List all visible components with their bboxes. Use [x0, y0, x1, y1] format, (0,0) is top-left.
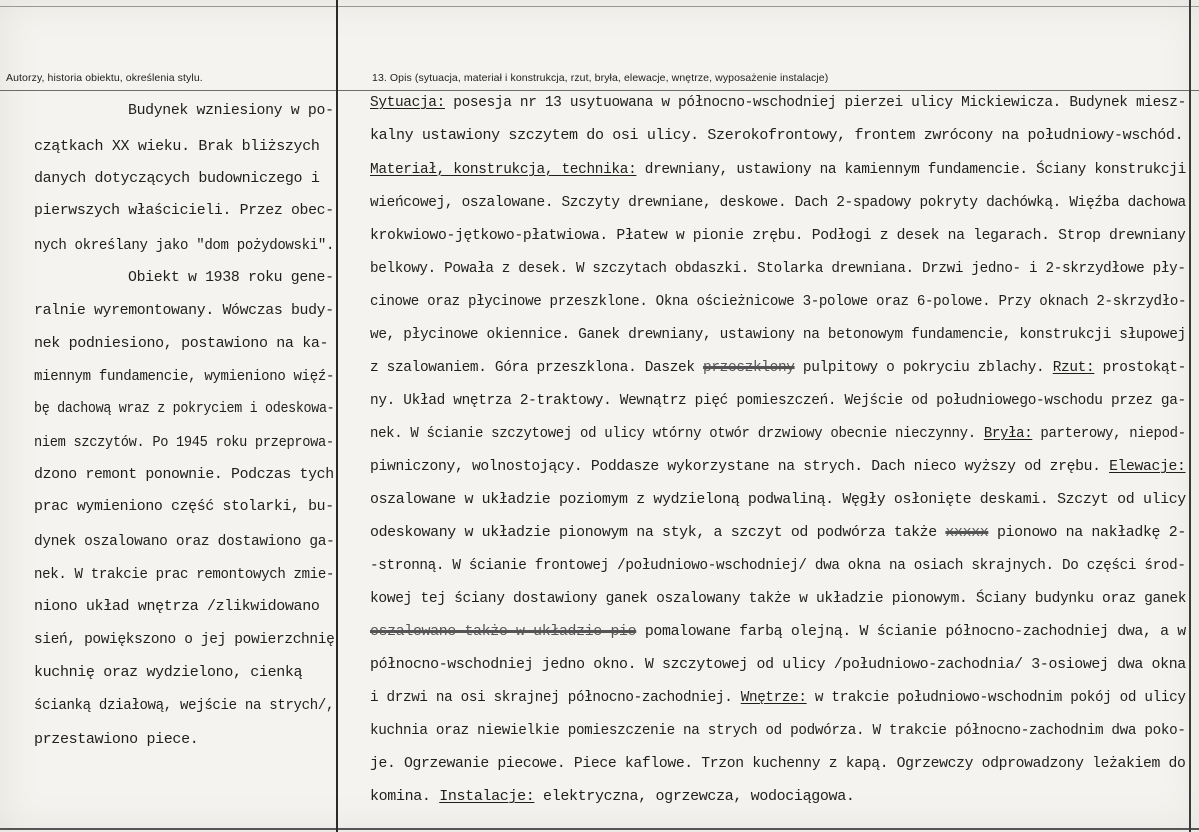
section-label-plan: Rzut: [1052, 359, 1095, 376]
desc-line-15: -stronną. W ścianie frontowej /południowo-wschodniej/ dwa okna na osiach skrajnych. Do części środ- [370, 557, 1186, 574]
struck-phrase: oszalowane także w układzie pio [370, 623, 637, 640]
desc-line-16: kowej tej ściany dostawiony ganek oszalowany także w układzie pionowym. Ściany budynku oraz ganek [370, 590, 1187, 607]
history-line: czątkach XX wieku. Brak bliższych [34, 138, 320, 155]
desc-line-18: północno-wschodniej jedno okno. W szczytowej od ulicy /południowo-zachodnia/ 3-osiowej dwa okna [370, 656, 1186, 673]
desc-line-13: oszalowane w układzie poziomym z wydzieloną podwaliną. Węgły osłonięte deskami. Szczyt od ulicy [370, 491, 1186, 508]
history-line: sień, powiększono o jej powierzchnię [34, 631, 335, 648]
desc-line-17: oszalowane także w układzie pio pomalowane farbą olejną. W ścianie północno-zachodniej dwa, a w [370, 623, 1186, 640]
history-line: Obiekt w 1938 roku gene- [128, 269, 334, 286]
desc-line-9: z szalowaniem. Góra przeszklona. Daszek przeszklony pulpitowy o pokryciu zblachy. Rzut: prostokąt- [370, 359, 1186, 376]
right-border [1189, 0, 1191, 832]
desc-line-6: belkowy. Powała z desek. W szczytach obdaszki. Stolarka drewniana. Drzwi jedno- i 2-skrzydłowe pły- [370, 260, 1186, 277]
desc-line-19: i drzwi na osi skrajnej północno-zachodniej. Wnętrze: w trakcie południowo-wschodnim pokój od ulicy [370, 689, 1186, 706]
top-rule [0, 6, 1199, 7]
history-line: kuchnię oraz wydzielono, cienką [34, 664, 303, 681]
header-rule [0, 90, 1199, 91]
section-label-installations: Instalacje: [439, 788, 535, 805]
right-column-heading: 13. Opis (sytuacja, materiał i konstrukcja, rzut, bryła, elewacje, wnętrze, wyposażenie instalacje) [372, 72, 829, 84]
desc-line-8: we, płycinowe okiennice. Ganek drewniany, ustawiony na betonowym fundamencie, konstrukcji słupowej [370, 326, 1186, 343]
desc-line-20: kuchnia oraz niewielkie pomieszczenie na strych od podwórza. W trakcie północno-zachodnim dwa poko- [370, 722, 1186, 739]
section-label-interior: Wnętrze: [740, 689, 807, 706]
section-label-material: Materiał, konstrukcja, technika: [370, 161, 637, 178]
history-line: prac wymieniono część stolarki, bu- [34, 498, 334, 515]
history-line: bę dachową wraz z pokryciem i odeskowa- [34, 400, 335, 417]
history-line: ścianką działową, wejście na strych/, [34, 697, 335, 714]
history-line: miennym fundamencie, wymieniono więź- [34, 368, 335, 385]
left-column-heading: Autorzy, historia obiektu, określenia stylu. [6, 72, 203, 84]
desc-line-10: ny. Układ wnętrza 2-traktowy. Wewnątrz pięć pomieszczeń. Wejście od południowego-wschodu przez ga- [370, 392, 1186, 409]
column-divider [336, 0, 338, 832]
history-line: niono układ wnętrza /zlikwidowano [34, 598, 320, 615]
section-label-elevations: Elewacje: [1109, 458, 1186, 475]
struck-word: xxxxx [945, 524, 989, 541]
bottom-rule [0, 828, 1199, 830]
history-line: nych określany jako "dom pożydowski". [34, 237, 335, 254]
history-line: Budynek wzniesiony w po- [128, 102, 334, 119]
desc-line-22: komina. Instalacje: elektryczna, ogrzewcza, wodociągowa. [370, 788, 855, 805]
desc-line-5: krokwiowo-jętkowo-płatwiowa. Płatew w pionie zrębu. Podłogi z desek na legarach. Strop drewniany [370, 227, 1186, 244]
desc-line-12: piwniczony, wolnostojący. Poddasze wykorzystane na strych. Dach nieco wyższy od zrębu. Elewacje: [370, 458, 1186, 475]
history-line: pierwszych właścicieli. Przez obec- [34, 202, 334, 219]
desc-line-4: wieńcowej, oszalowane. Szczyty drewniane, deskowe. Dach 2-spadowy pokryty dachówką. Więźba dachowa [370, 194, 1186, 211]
section-label-situation: Sytuacja: [370, 94, 445, 111]
desc-line-21: je. Ogrzewanie piecowe. Piece kaflowe. Trzon kuchenny z kapą. Ogrzewczy odprowadzony leżakiem do [370, 755, 1186, 772]
history-line: dzono remont ponownie. Podczas tych [34, 466, 334, 483]
history-line: nek podniesiono, postawiono na ka- [34, 335, 329, 352]
desc-line-14: odeskowany w układzie pionowym na styk, a szczyt od podwórza także xxxxx pionowo na nakładkę 2- [370, 524, 1186, 541]
desc-line-1: Sytuacja: posesja nr 13 usytuowana w północno-wschodniej pierzei ulicy Mickiewicza. Budynek miesz- [370, 94, 1186, 111]
history-line: danych dotyczących budowniczego i [34, 170, 320, 187]
section-label-massing: Bryła: [983, 425, 1033, 442]
desc-line-7: cinowe oraz płycinowe przeszklone. Okna ościeżnicowe 3-polowe oraz 6-polowe. Przy oknach 2-skrzydło- [370, 293, 1187, 310]
history-line: niem szczytów. Po 1945 roku przeprowa- [34, 434, 334, 451]
history-line: przestawiono piece. [34, 731, 199, 748]
desc-line-2: kalny ustawiony szczytem do osi ulicy. Szerokofrontowy, frontem zwrócony na południowy-wschód. [370, 127, 1184, 144]
history-line: ralnie wyremontowany. Wówczas budy- [34, 302, 334, 319]
history-line: nek. W trakcie prac remontowych zmie- [34, 566, 335, 583]
struck-word: przeszklony [703, 359, 795, 376]
desc-line-3: Materiał, konstrukcja, technika: drewniany, ustawiony na kamiennym fundamencie. Ściany konstrukcji [370, 161, 1186, 178]
desc-line-11: nek. W ścianie szczytowej od ulicy wtórny otwór drzwiowy obecnie nieczynny. Bryła: parterowy, niepod- [370, 425, 1186, 442]
history-line: dynek oszalowano oraz dostawiono ga- [34, 533, 335, 550]
